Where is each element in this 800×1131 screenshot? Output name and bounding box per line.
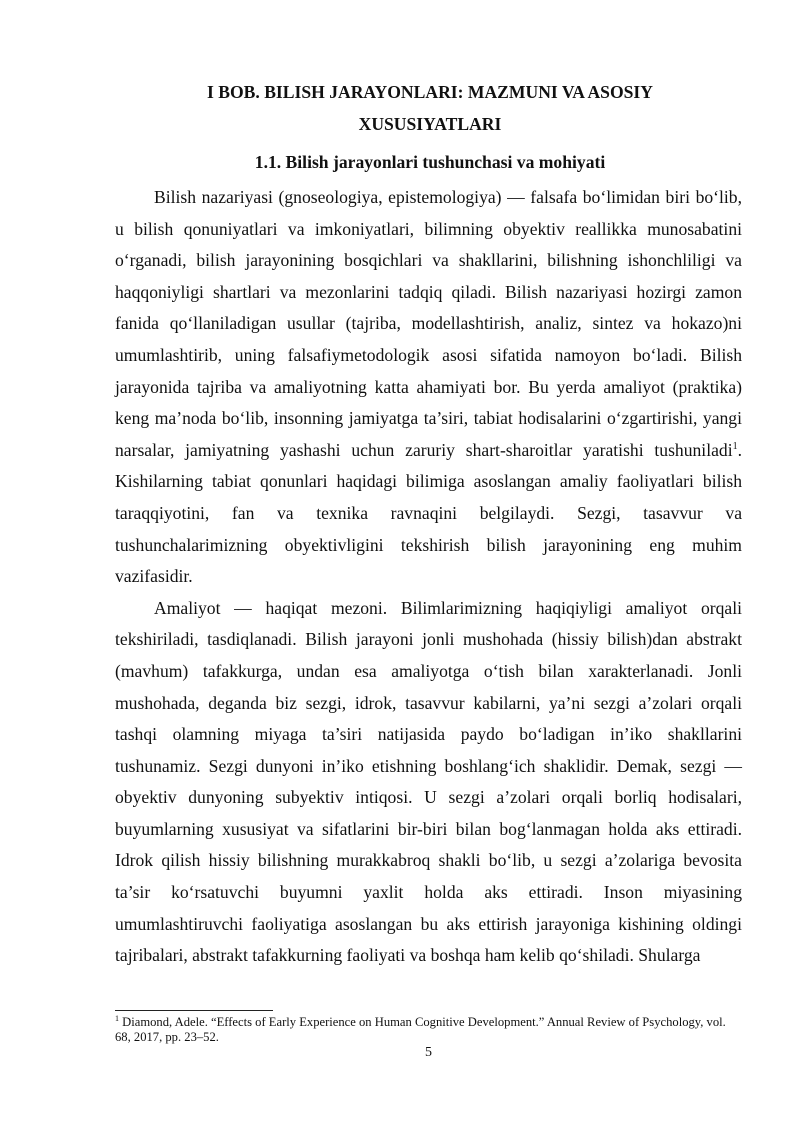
body-text xyxy=(115,182,742,972)
footnote xyxy=(115,1015,742,1046)
paragraph-1 xyxy=(115,182,742,593)
paragraph-1-text-b: . Kishilarning tabiat qonunlari haqidagi bilimiga asoslangan amaliy faoliyatlari bilish taraqqiyotini, fan va texnika ravnaqini belgilaydi. Sezgi, tasavvur va tushunchalarimizning obyektivligini tekshirish bilish jarayonining eng muhim vazifasidir. xyxy=(115,439,742,587)
footnote-text: Diamond, Adele. “Effects of Early Experience on Human Cognitive Development.” Annual Review of Psychology, vol. 68, 2017, pp. 23–52. xyxy=(115,1015,726,1045)
chapter-title-line-1: I BOB. BILISH JARAYONLARI: MAZMUNI VA ASOSIY xyxy=(207,82,653,102)
chapter-title-line-2: XUSUSIYATLARI xyxy=(358,114,502,134)
chapter-title xyxy=(110,76,750,140)
footnote-reference: 1 xyxy=(732,440,738,452)
section-title: 1.1. Bilish jarayonlari tushunchasi va mohiyati xyxy=(254,152,606,172)
footnote-separator xyxy=(115,1010,273,1011)
paragraph-1-text-a: Bilish nazariyasi (gnoseologiya, epistemologiya) — falsafa bo‘limidan biri bo‘lib, u bilish qonuniyatlari va imkoniyatlari, bilimning obyektiv reallikka munosabatini o‘rganadi, bilish jarayonining bosqichlari va shakllarini, bilishning ishonchliligi va haqqoniyligi shartlari va mezonlarini tadqiq qiladi. Bilish nazariyasi hozirgi zamon fanida qo‘llaniladigan usullar (tajriba, modellashtirish, analiz, sintez va hokazo)ni umumlashtirib, uning falsafiymetodologik asosi sifatida namoyon bo‘ladi. Bilish jarayonida tajriba va amaliyotning katta ahamiyati bor. Bu yerda amaliyot (praktika) keng ma’noda bo‘lib, insonning jamiyatga ta’siri, tabiat hodisalarini o‘zgartirishi, yangi narsalar, jamiyatning yashashi uchun zaruriy shart-sharoitlar yaratishi tushuniladi xyxy=(115,187,742,460)
footnote-mark: 1 xyxy=(115,1013,119,1023)
paragraph-2: Amaliyot — haqiqat mezoni. Bilimlarimizning haqiqiyligi amaliyot orqali tekshiriladi, tasdiqlanadi. Bilish jarayoni jonli mushohada (hissiy bilish)dan abstrakt (mavhum) tafakkurga, undan esa amaliyotga o‘tish bilan xarakterlanadi. Jonli mushohada, deganda biz sezgi, idrok, tasavvur kabilarni, ya’ni sezgi a’zolari orqali tashqi olamning miyaga ta’siri natijasida paydo bo‘ladigan in’iko shakllarini tushunamiz. Sezgi dunyoni in’iko etishning boshlang‘ich shaklidir. Demak, sezgi — obyektiv dunyoning subyektiv intiqosi. U sezgi a’zolari orqali borliq hodisalari, buyumlarning xususiyat va sifatlarini bir-biri bilan bog‘lanmagan holda aks ettiradi. Idrok qilish hissiy bilishning murakkabroq shakli bo‘lib, u sezgi a’zolariga bevosita ta’sir ko‘rsatuvchi buyumni yaxlit holda aks ettiradi. Inson miyasining umumlashtiruvchi faoliyatiga asoslangan bu aks ettirish jarayoniga kishining oldingi tajribalari, abstrakt tafakkurning faoliyati va boshqa ham kelib qo‘shiladi. Shularga xyxy=(115,597,742,966)
page-number: 5 xyxy=(425,1045,432,1060)
